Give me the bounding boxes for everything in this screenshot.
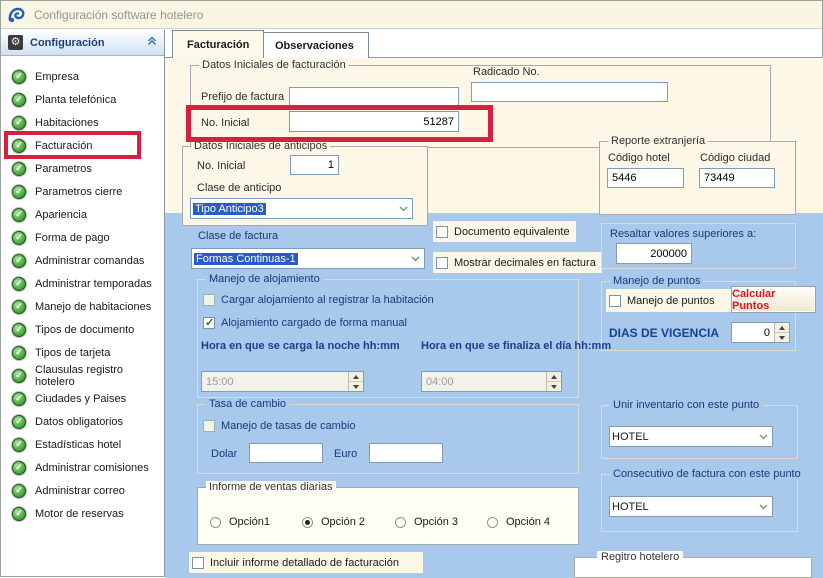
radio-opcion-1[interactable] [210,515,270,529]
check-circle-icon [12,208,26,222]
no-inicial-factura-label: No. Inicial [201,117,250,129]
chevron-down-icon[interactable] [407,256,424,262]
group-datos-anticipos-title: Datos Iniciales de anticipos [191,140,330,152]
checkbox-label: Alojamiento cargado de forma manual [221,316,407,329]
clase-anticipo-label: Clase de anticipo [197,182,282,194]
calcular-puntos-label: Calcular Puntos [732,287,776,312]
sidebar-item-label: Forma de pago [35,231,110,244]
checkbox-box [192,557,204,569]
radicado-label: Radicado No. [473,66,540,78]
triangle-up-icon [551,375,557,379]
no-inicial-anticipo-value: 1 [327,159,334,171]
sidebar-item-administrar-comandas[interactable] [1,249,164,272]
unir-inventario-value: HOTEL [612,430,649,443]
radio-circle [210,517,221,528]
group-reporte-extranjeria [599,135,796,215]
checkbox-box [436,226,448,238]
check-circle-icon [12,415,26,429]
spin-down-button[interactable] [349,381,363,391]
radio-label: Opción1 [229,516,270,528]
no-inicial-anticipo-label: No. Inicial [197,160,246,172]
tab-facturacion-label: Facturación [187,38,250,51]
hora-fin-value: 04:00 [426,375,454,388]
checkbox-incluir-informe[interactable] [189,552,423,573]
checkbox-box [203,294,215,306]
sidebar-item-label: Administrar comandas [35,254,145,267]
sidebar-item-label: Tipos de documento [35,323,135,336]
tab-observaciones[interactable] [260,32,369,58]
sidebar-item-label: Planta telefónica [35,93,117,106]
sidebar-item-label: Administrar temporadas [35,277,152,290]
euro-label: Euro [334,448,358,460]
check-circle-icon [12,70,26,84]
check-circle-icon [12,392,26,406]
sidebar-item-parametros[interactable] [1,157,164,180]
dias-vigencia-value: 0 [763,326,770,339]
group-datos-facturacion-title: Datos Iniciales de facturación [199,59,349,71]
sidebar-item-tipos-de-tarjeta[interactable] [1,341,164,364]
sidebar-header-label: Configuración [30,36,105,49]
sidebar-item-estadisticas-hotel[interactable] [1,433,164,456]
radio-opcion-4[interactable] [487,515,550,529]
consecutivo-factura-value: HOTEL [612,500,649,513]
resaltar-label: Resaltar valores superiores a: [610,228,757,240]
sidebar-header[interactable] [1,30,164,56]
sidebar-item-label: Manejo de habitaciones [35,300,152,313]
checkbox-label: Incluir informe detallado de facturación [210,556,399,569]
prefijo-factura-label: Prefijo de factura [201,91,285,103]
codigo-hotel-label: Código hotel [608,152,670,164]
spin-down-button[interactable] [775,332,789,342]
sidebar-item-administrar-correo[interactable] [1,479,164,502]
group-manejo-puntos-title: Manejo de puntos [610,275,703,287]
group-manejo-alojamiento-title: Manejo de alojamiento [206,273,323,285]
group-datos-anticipos [182,140,428,226]
sidebar-item-label: Habitaciones [35,116,99,129]
check-circle-icon [12,254,26,268]
group-informe-ventas [197,481,579,545]
checkbox-box [203,420,215,432]
checkbox-alojamiento-manual[interactable] [203,312,407,333]
chevron-down-icon[interactable] [755,504,772,510]
sidebar-item-ciudades-y-paises[interactable] [1,387,164,410]
spin-up-button[interactable] [775,323,789,332]
check-circle-icon [12,346,26,360]
radicado-input[interactable] [471,82,668,102]
clase-anticipo-value: Tipo Anticipo3 [195,202,264,215]
sidebar-item-label: Administrar correo [35,484,125,497]
sidebar-item-label: Ciudades y Paises [35,392,127,405]
no-inicial-anticipo-input[interactable] [290,155,339,175]
clase-factura-value: Formas Continuas-1 [196,252,296,265]
euro-input[interactable] [369,443,443,463]
radio-label: Opción 3 [414,516,459,528]
group-reporte-extranjeria-title: Reporte extranjería [608,135,708,147]
check-circle-icon [12,484,26,498]
radio-label: Opción 4 [506,516,551,528]
group-tasa-cambio-title: Tasa de cambio [206,398,289,410]
check-circle-icon [12,323,26,337]
sidebar-item-label: Administrar comisiones [35,461,149,474]
check-circle-icon [12,116,26,130]
group-informe-ventas-title: Informe de ventas diarias [206,481,336,493]
checkbox-manejo-puntos[interactable] [606,289,731,312]
sidebar-item-motor-de-reservas[interactable] [1,502,164,525]
hora-fin-label: Hora en que se finaliza el día hh:mm [421,340,612,352]
sidebar-item-tipos-de-documento[interactable] [1,318,164,341]
window-titlebar [1,1,822,29]
dias-vigencia-spinner[interactable] [731,322,790,343]
clase-factura-label: Clase de factura [198,230,279,242]
checkbox-mostrar-decimales[interactable] [433,252,602,273]
hora-carga-label: Hora en que se carga la noche hh:mm [201,340,400,352]
sidebar-item-apariencia[interactable] [1,203,164,226]
hora-fin-spinner[interactable] [421,371,562,392]
group-registro-hotelero-title: Regitro hotelero [597,551,683,563]
sidebar [1,30,165,576]
sidebar-item-administrar-comisiones[interactable] [1,456,164,479]
radio-circle [302,517,313,528]
resaltar-input[interactable] [616,243,692,264]
triangle-down-icon [779,336,785,340]
checkbox-label: Documento equivalente [454,225,570,238]
sidebar-item-label: Apariencia [35,208,87,221]
codigo-ciudad-label: Código ciudad [700,152,771,164]
checkbox-manejo-tasas[interactable] [203,415,356,436]
group-unir-inventario-title: Unir inventario con este punto [610,399,762,411]
check-circle-icon [12,231,26,245]
sidebar-item-label: Motor de reservas [35,507,124,520]
consecutivo-factura-combo[interactable] [609,496,773,517]
radio-circle [487,517,498,528]
check-circle-icon [12,93,26,107]
radio-opcion-3[interactable] [395,515,458,529]
check-circle-icon [12,507,26,521]
sidebar-item-label: Tipos de tarjeta [35,346,111,359]
sidebar-item-label: Facturación [35,139,93,152]
no-inicial-factura-value: 51287 [423,115,454,128]
dias-vigencia-label: DIAS DE VIGENCIA [609,326,720,340]
sidebar-item-label: Clausulas registro hotelero [35,363,124,388]
calcular-puntos-button[interactable] [731,286,816,313]
triangle-up-icon [779,326,785,330]
unir-inventario-combo[interactable] [609,426,773,447]
check-circle-icon [12,300,26,314]
clase-factura-combo[interactable] [191,248,425,269]
check-circle-icon [12,277,26,291]
no-inicial-factura-input[interactable] [289,111,459,132]
sidebar-list [1,56,164,525]
codigo-hotel-value: 5446 [612,172,637,184]
triangle-down-icon [551,385,557,389]
radio-circle [395,517,406,528]
codigo-ciudad-value: 73449 [704,172,735,184]
gear-icon: ⚙ [8,35,23,50]
spin-down-button[interactable] [547,381,561,391]
sidebar-item-facturacion[interactable] [1,134,164,157]
dolar-input[interactable] [249,443,323,463]
check-circle-icon [12,438,26,452]
sidebar-item-label: Estadísticas hotel [35,438,122,451]
sidebar-item-habitaciones[interactable] [1,111,164,134]
check-circle-icon [12,139,26,153]
checkbox-box [609,295,621,307]
sidebar-item-label: Parametros [35,162,92,175]
checkbox-label: Manejo de puntos [627,294,715,307]
app-logo-icon [8,7,26,23]
checkbox-label: Cargar alojamiento al registrar la habitación [221,293,434,306]
check-circle-icon [12,369,26,383]
dolar-label: Dolar [211,448,238,460]
sidebar-item-label: Parametros cierre [35,185,123,198]
sidebar-item-manejo-de-habitaciones[interactable] [1,295,164,318]
triangle-down-icon [353,385,359,389]
tab-content-facturacion [165,58,823,578]
radio-label: Opción 2 [321,516,366,528]
sidebar-item-administrar-temporadas[interactable] [1,272,164,295]
clase-anticipo-combo[interactable] [190,198,413,219]
hora-carga-spinner[interactable] [201,371,364,392]
check-circle-icon [12,461,26,475]
group-unir-inventario [601,399,798,459]
radio-opcion-2[interactable] [302,515,365,529]
window-title: Configuración software hotelero [34,7,204,22]
spin-up-button[interactable] [349,372,363,381]
sidebar-item-forma-de-pago[interactable] [1,226,164,249]
sidebar-item-planta-telefonica[interactable] [1,88,164,111]
checkbox-label: Mostrar decimales en factura [454,256,596,269]
checkbox-box [203,317,215,329]
chevron-down-icon[interactable] [755,434,772,440]
sidebar-item-label: Datos obligatorios [35,415,124,428]
codigo-ciudad-input[interactable] [699,168,775,188]
tab-row [165,30,822,58]
group-consecutivo-factura [601,468,801,532]
sidebar-item-datos-obligatorios[interactable] [1,410,164,433]
group-registro-hotelero [574,551,812,578]
spin-up-button[interactable] [547,372,561,381]
sidebar-item-empresa[interactable] [1,65,164,88]
tab-facturacion[interactable] [172,30,264,58]
hora-carga-value: 15:00 [206,375,234,388]
chevron-down-icon[interactable] [395,206,412,212]
prefijo-factura-input[interactable] [289,87,459,108]
group-resaltar-valores [601,223,796,269]
sidebar-item-clausulas-registro-hotelero[interactable] [1,364,164,387]
chevron-double-up-icon[interactable] [147,36,157,49]
checkbox-label: Manejo de tasas de cambio [221,419,356,432]
sidebar-item-parametros-cierre[interactable] [1,180,164,203]
triangle-up-icon [353,375,359,379]
resaltar-value: 200000 [650,247,687,260]
tab-observaciones-label: Observaciones [275,39,354,52]
checkbox-cargar-alojamiento[interactable] [203,289,434,310]
codigo-hotel-input[interactable] [607,168,684,188]
checkbox-documento-equivalente[interactable] [433,221,576,242]
check-circle-icon [12,185,26,199]
sidebar-item-label: Empresa [35,70,80,83]
check-circle-icon [12,162,26,176]
group-consecutivo-factura-title: Consecutivo de factura con este punto [610,468,804,480]
checkbox-box [436,257,448,269]
